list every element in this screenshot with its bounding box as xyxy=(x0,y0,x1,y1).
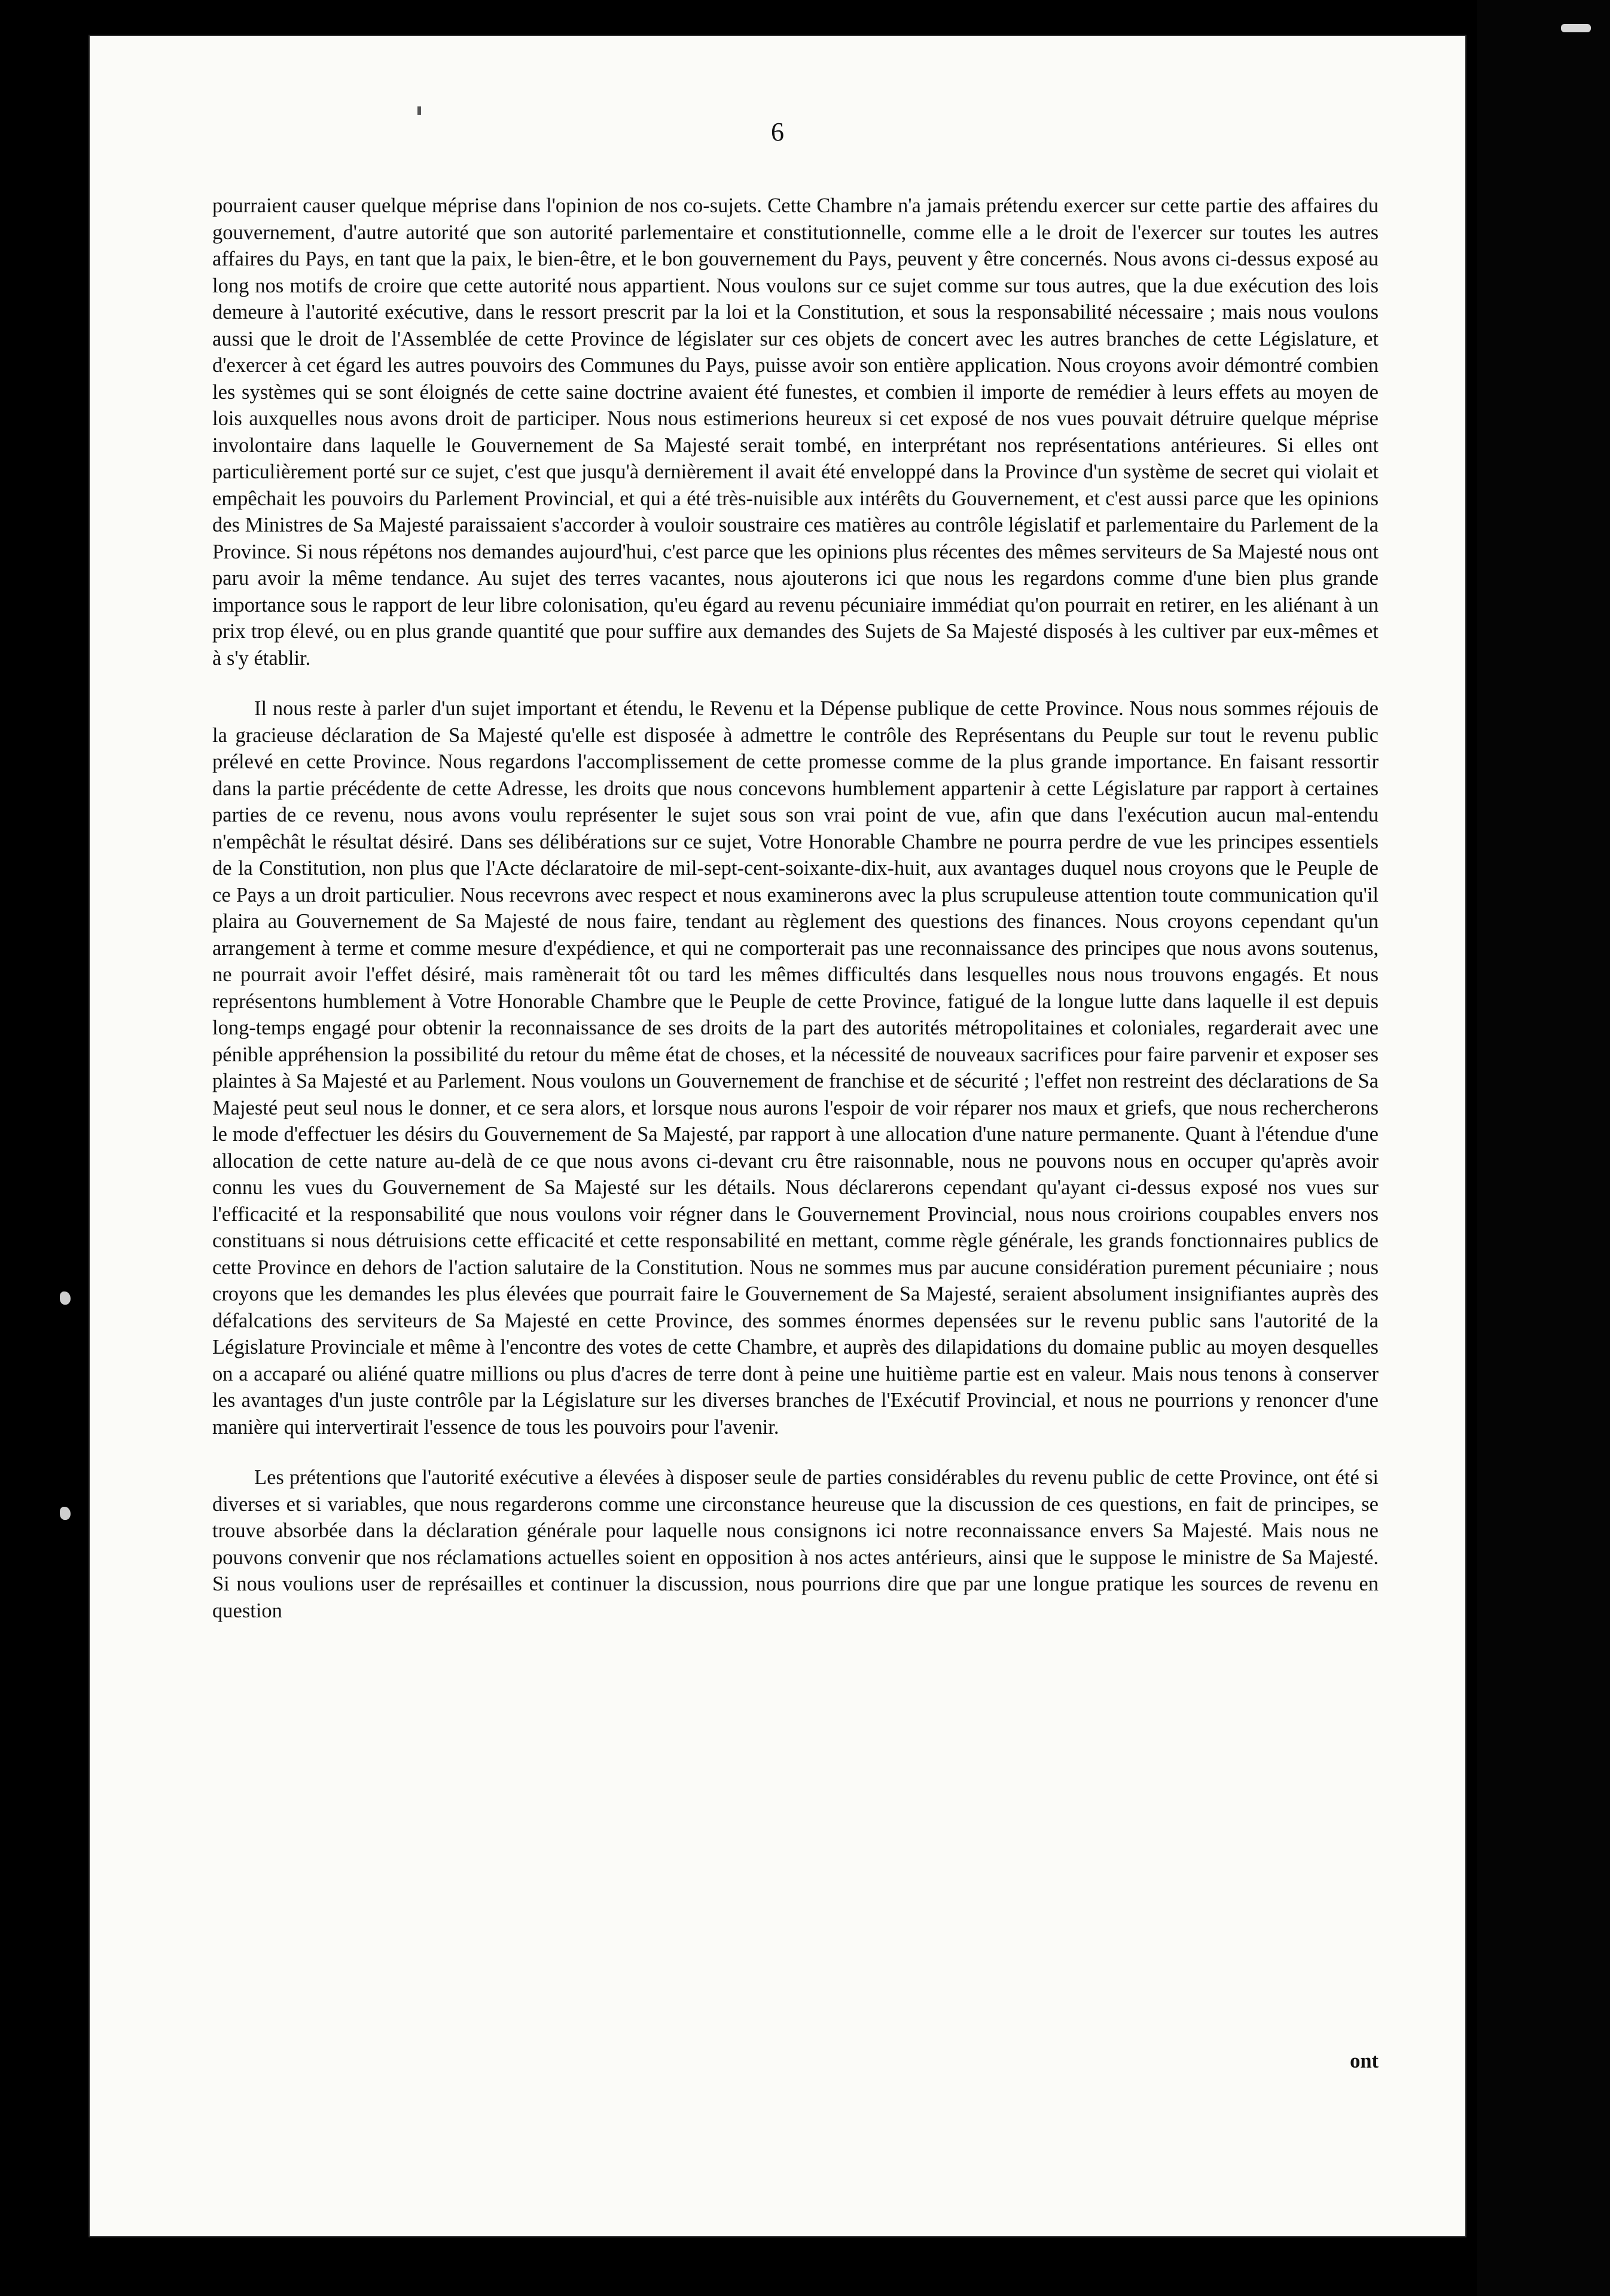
page-number: 6 xyxy=(771,117,784,146)
paragraph-continued: pourraient causer quelque méprise dans l'opinion de nos co-sujets. Cette Chambre n'a jamais prétendu exercer sur cette partie des affaires du gouvernement, d'autre autorité que son autorité parlementaire et constitutionnelle, comme elle a le droit de l'exercer sur toutes les autres affaires du Pays, en tant que la paix, le bien-être, et le bon gouvernement du Pays, peuvent y être concernés. Nous avons ci-dessus exposé au long nos motifs de croire que cette autorité nous appartient. Nous voulons sur ce sujet comme sur tous autres, que la due exécution des lois demeure à l'autorité exécutive, dans le ressort prescrit par la loi et la Constitution, et sous la responsabilité nécessaire ; mais nous voulons aussi que le droit de l'Assemblée de cette Province de législater sur ces objets de concert avec les autres branches de cette Législature, et d'exercer à cet égard les autres pouvoirs des Communes du Pays, puisse avoir son entière application. Nous croyons avoir démontré combien les systèmes qui se sont éloignés de cette saine doctrine avaient été funestes, et combien il importe de remédier à leurs effets au moyen de lois auxquelles nous avons droit de participer. Nous nous estimerions heureux si cet exposé de nos vues pouvait détruire quelque méprise involontaire dans laquelle le Gouvernement de Sa Majesté serait tombé, en interprétant nos représentations antérieures. Si elles ont particulièrement porté sur ce sujet, c'est que jusqu'à dernièrement il avait été enveloppé dans la Province d'un système de secret qui violait et empêchait les pouvoirs du Parlement Provincial, et qui a été très-nuisible aux intérêts du Gouvernement, et c'est aussi parce que les opinions des Ministres de Sa Majesté paraissaient s'accorder à vouloir soustraire ces matières au contrôle législatif et parlementaire du Parlement de la Province. Si nous répétons nos demandes aujourd'hui, c'est parce que les opinions plus récentes des mêmes serviteurs de Sa Majesté nous ont paru avoir la même tendance. Au sujet des terres vacantes, nous ajouterons ici que nous les regardons comme d'une bien plus grande importance sous le rapport de leur libre colonisation, qu'eu égard au revenu pécuniaire immédiat qu'on pourrait en retirer, en les aliénant à un prix trop élevé, ou en plus grande quantité que pour suffire aux demandes des Sujets de Sa Majesté disposés à les cultiver par eux-mêmes et à s'y établir. xyxy=(212,194,1379,670)
scan-border-right xyxy=(1477,0,1610,2296)
paragraph-revenue: Il nous reste à parler d'un sujet important et étendu, le Revenu et la Dépense publique de cette Province. Nous nous sommes réjouis de la gracieuse déclaration de Sa Majesté qu'elle est disposée à admettre le contrôle des Représentans du Peuple sur tout le revenu public prélevé en cette Province. Nous regardons l'accomplissement de cette promesse comme de la plus grande importance. En faisant ressortir dans la partie précédente de cette Adresse, les droits que nous concevons humblement appartenir à cette Législature par rapport à certaines parties de ce revenu, nous avons voulu représenter le sujet sous son vrai point de vue, afin que dans l'exécution aucun mal-entendu n'empêchât le résultat désiré. Dans ses délibérations sur ce sujet, Votre Honorable Chambre ne pourra perdre de vue les principes essentiels de la Constitution, non plus que l'Acte déclaratoire de mil-sept-cent-soixante-dix-huit, aux avantages duquel nous croyons que le Peuple de ce Pays a un droit particulier. Nous recevrons avec respect et nous examinerons avec la plus scrupuleuse attention toute communication qu'il plaira au Gouvernement de Sa Majesté de nous faire, tendant au règlement des questions des finances. Nous croyons cependant qu'un arrangement à terme et comme mesure d'expédience, et qui ne comporterait pas une reconnaissance des principes que nous avons soutenus, ne pourrait avoir l'effet désiré, mais ramènerait tôt ou tard les mêmes difficultés dans lesquelles nous nous trouvons engagés. Et nous représentons humblement à Votre Honorable Chambre que le Peuple de cette Province, fatigué de la longue lutte dans laquelle il est depuis long-temps engagé pour obtenir la reconnaissance de ses droits de la part des autorités métropolitaines et coloniales, regarderait avec une pénible appréhension la possibilité du retour du même état de choses, et la nécessité de nouveaux sacrifices pour faire parvenir et exposer ses plaintes à Sa Majesté et au Parlement. Nous voulons un Gouvernement de franchise et de sécurité ; l'effet non restreint des déclarations de Sa Majesté peut seul nous le donner, et ce sera alors, et lorsque nous aurons l'espoir de voir réparer nos maux et griefs, que nous rechercherons le mode d'effectuer les désirs du Gouvernement de Sa Majesté, par rapport à une allocation d'une nature permanente. Quant à l'étendue d'une allocation de cette nature au-delà de ce que nous avons ci-devant cru être raisonnable, nous ne pouvons nous en occuper qu'après avoir connu les vues du Gouvernement de Sa Majesté sur les détails. Nous déclarerons cependant qu'ayant ci-dessus exposé nos vues sur l'efficacité et la responsabilité que nous voulons voir régner dans le Gouvernement Provincial, nous nous croirions coupables envers nos constituans si nous détruisions cette efficacité et cette responsabilité en mettant, comme règle générale, les grands fonctionnaires publics de cette Province en dehors de l'action salutaire de la Constitution. Nous ne sommes mus par aucune considération purement pécuniaire ; nous croyons que les demandes les plus élevées que pourrait faire le Gouvernement de Sa Majesté, seraient absolument insignifiantes auprès des défalcations des serviteurs de Sa Majesté en cette Province, des sommes énormes depensées sur le revenu public sans l'autorité de la Législature Provinciale et même à l'encontre des votes de cette Chambre, et auprès des dilapidations du domaine public au moyen desquelles on a accaparé ou aliéné quatre millions ou plus d'acres de terre dont à peine une huitième partie est en valeur. Mais nous tenons à conserver les avantages d'un juste contrôle par la Législature sur les diverses branches de l'Exécutif Provincial, et nous ne pourrions y renoncer d'une manière qui intervertirait l'essence de tous les pouvoirs pour l'avenir. xyxy=(212,697,1379,1439)
scan-artifact-speck xyxy=(60,1507,71,1520)
scan-artifact-mark xyxy=(1561,24,1591,32)
catchword: ont xyxy=(1350,2050,1379,2072)
paragraph-pretensions: Les prétentions que l'autorité exécutive a élevées à disposer seule de parties considérables du revenu public de cette Province, ont été si diverses et si variables, que nous regarderons comme une circonstance heureuse que la discussion de ces questions, en fait de principes, se trouve absorbée dans la déclaration générale pour laquelle nous consignons ici notre reconnaissance envers Sa Majesté. Mais nous ne pouvons convenir que nos réclamations actuelles soient en opposition à nos actes antérieurs, ainsi que le suppose le ministre de Sa Majesté. Si nous voulions user de représailles et continuer la discussion, nous pourrions dire que par une longue pratique les sources de revenu en question xyxy=(212,1466,1379,1622)
body-text xyxy=(212,193,1379,1648)
scan-artifact-tick xyxy=(417,106,421,115)
scan-artifact-speck xyxy=(60,1292,71,1305)
document-page xyxy=(90,36,1465,2236)
